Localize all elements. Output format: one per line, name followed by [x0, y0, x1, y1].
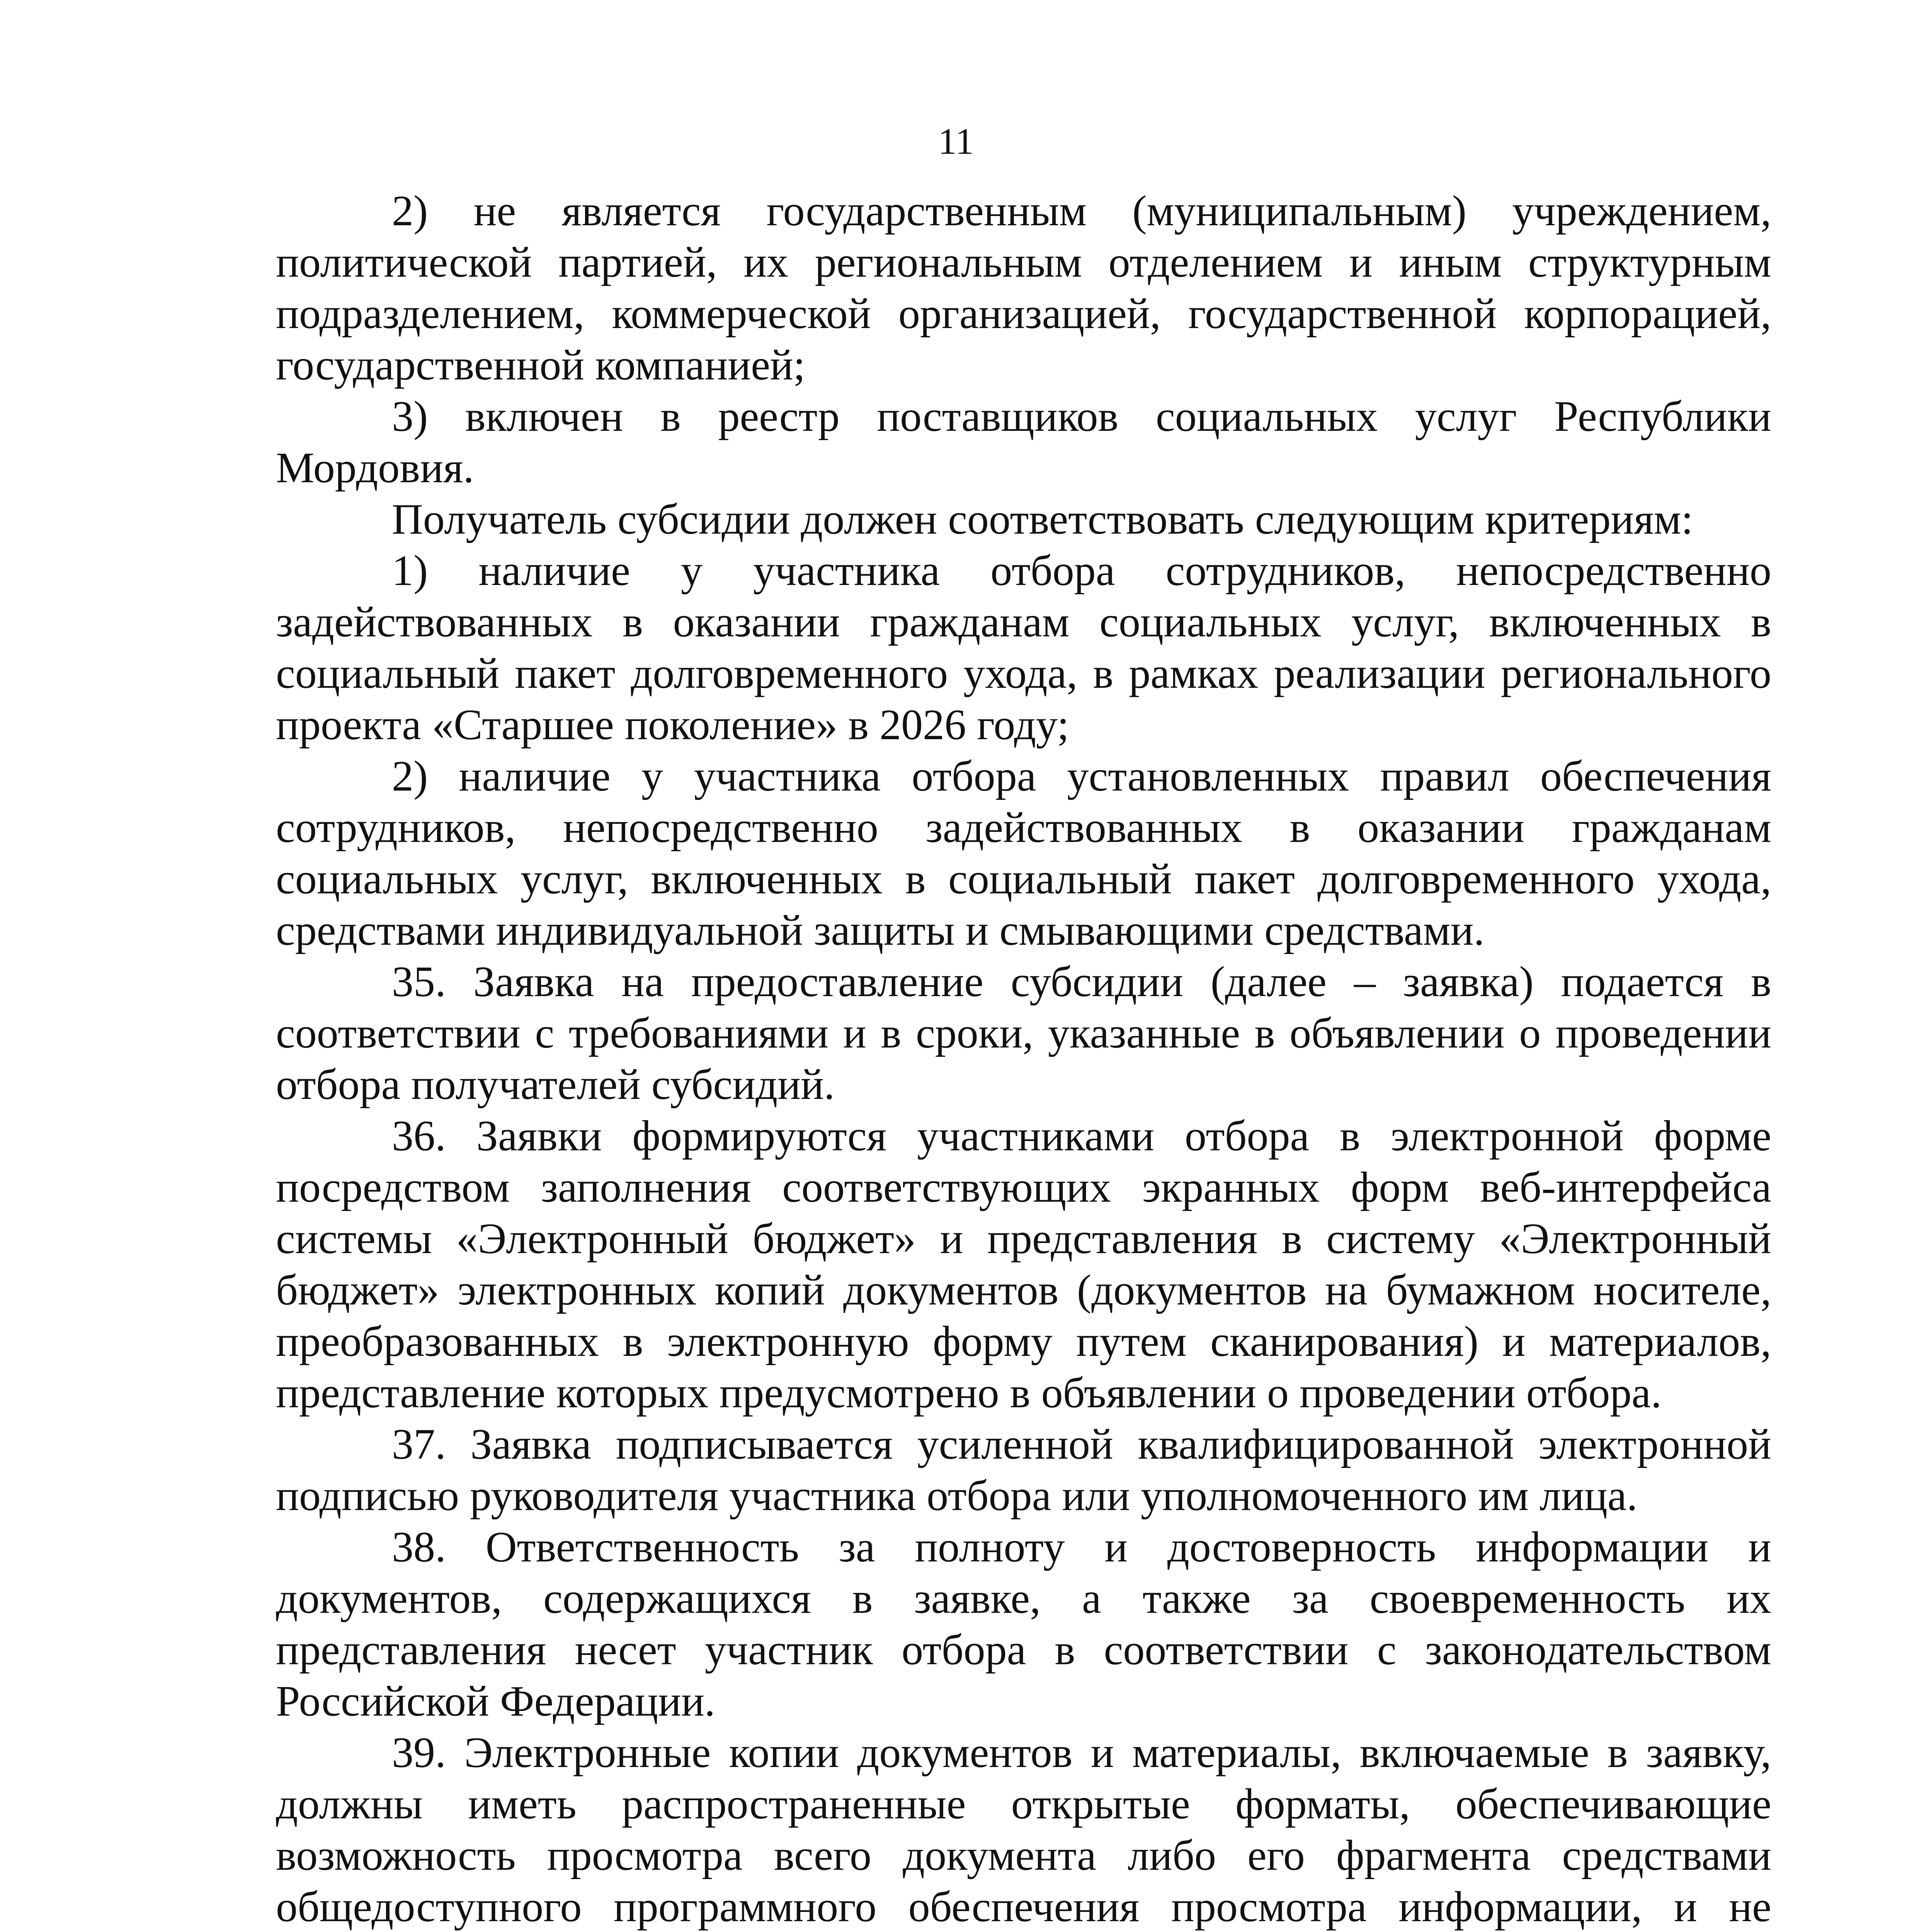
- paragraph-38: 38. Ответственность за полноту и достоверность информации и документов, содержащихся в заявке, а также за своевременность их представления несет участник отбора в соответствии с законодательством Российской Федерации.: [276, 1523, 1771, 1725]
- paragraph-criterion-1: 1) наличие у участника отбора сотрудников, непосредственно задействованных в оказании гражданам социальных услуг, включенных в социальный пакет долговременного ухода, в рамках реализации регионального проекта «Старшее поколение» в 2026 году;: [276, 547, 1771, 749]
- paragraph-36: 36. Заявки формируются участниками отбора в электронной форме посредством заполнения соответствующих экранных форм веб-интерфейса системы «Электронный бюджет» и представления в систему «Электронный бюджет» электронных копий документов (документов на бумажном носителе, преобразованных в электронную форму путем сканирования) и материалов, представление которых предусмотрено в объявлении о проведении отбора.: [276, 1112, 1771, 1417]
- paragraph-criterion-2: 2) наличие у участника отбора установленных правил обеспечения сотрудников, непосредственно задействованных в оказании гражданам социальных услуг, включенных в социальный пакет долговременного ухода, средствами индивидуальной защиты и смывающими средствами.: [276, 752, 1771, 954]
- document-body: [276, 185, 1771, 1932]
- page-number: 11: [938, 121, 974, 162]
- paragraph-item-3: 3) включен в реестр поставщиков социальных услуг Республики Мордовия.: [276, 393, 1771, 492]
- paragraph-37: 37. Заявка подписывается усиленной квалифицированной электронной подписью руководителя участника отбора или уполномоченного им лица.: [276, 1420, 1771, 1520]
- paragraph-35: 35. Заявка на предоставление субсидии (далее – заявка) подается в соответствии с требованиями и в сроки, указанные в объявлении о проведении отбора получателей субсидий.: [276, 958, 1771, 1109]
- paragraph-item-2: 2) не является государственным (муниципальным) учреждением, политической партией, их региональным отделением и иным структурным подразделением, коммерческой организацией, государственной корпорацией, государственной компанией;: [276, 187, 1771, 389]
- paragraph-39: 39. Электронные копии документов и материалы, включаемые в заявку, должны иметь распространенные открытые форматы, обеспечивающие возможность просмотра всего документа либо его фрагмента средствами общедоступного программного обеспечения просмотра информации, и не: [276, 1729, 1771, 1931]
- paragraph-criteria-intro: Получатель субсидии должен соответствовать следующим критериям:: [392, 495, 1693, 543]
